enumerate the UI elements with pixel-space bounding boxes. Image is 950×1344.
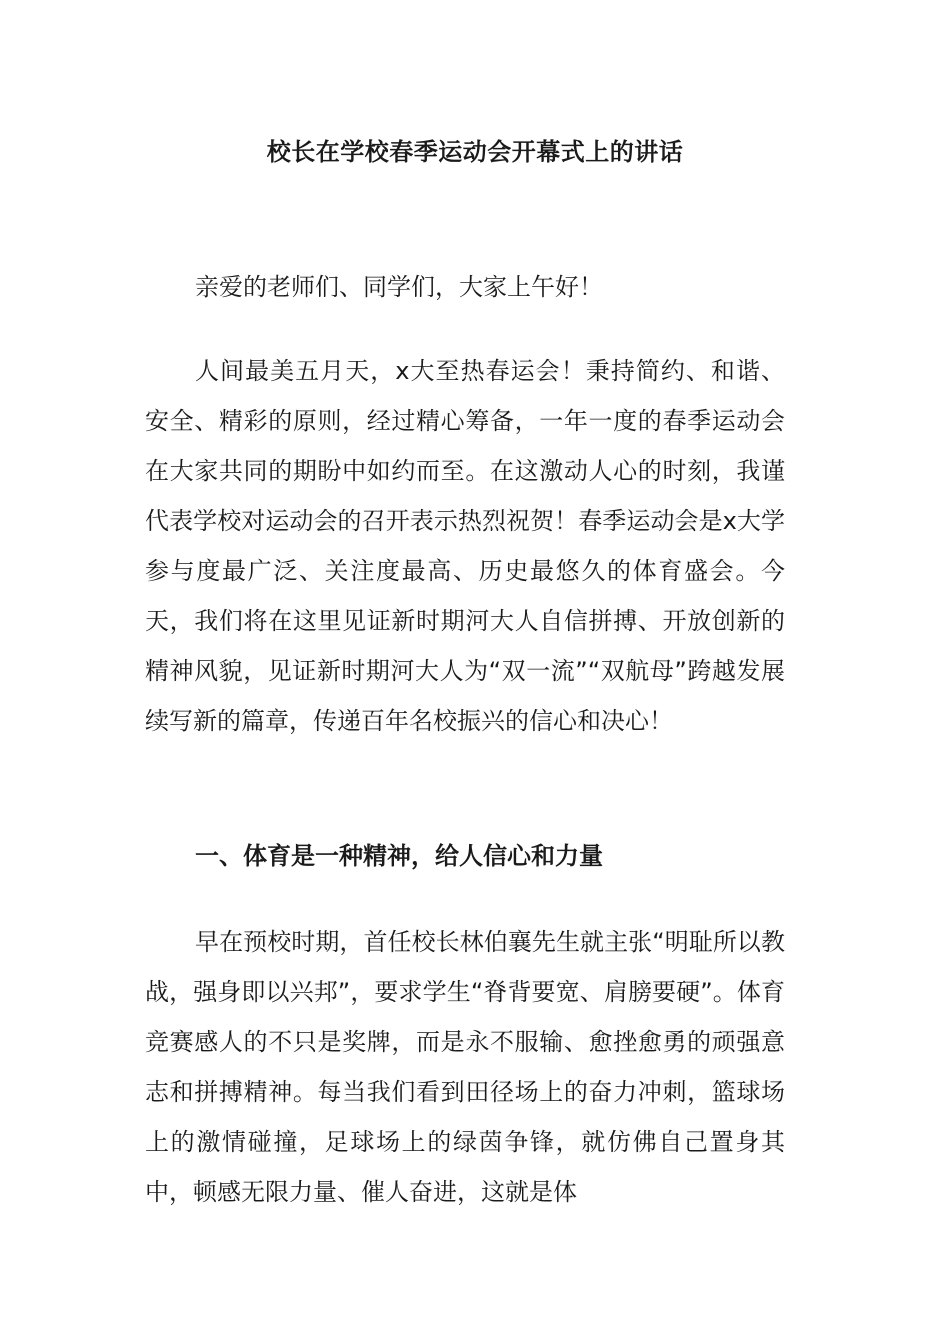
document-title: 校长在学校春季运动会开幕式上的讲话: [266, 138, 684, 166]
opening-paragraph: 人间最美五月天，x大至热春运会！秉持简约、和谐、安全、精彩的原则，经过精心筹备，一年一度的春季运动会在大家共同的期盼中如约而至。在这激动人心的时刻，我谨代表学校对运动会的召开表示热烈祝贺！春季运动会是x大学参与度最广泛、关注度最高、历史最悠久的体育盛会。今天，我们将在这里见证新时期河大人自信拼搏、开放创新的精神风貌，见证新时期河大人为“双一流”“双航母”跨越发展续写新的篇章，传递百年名校振兴的信心和决心！: [145, 357, 785, 735]
section-heading-1: 一、体育是一种精神，给人信心和力量: [195, 842, 603, 870]
greeting-paragraph: 亲爱的老师们、同学们，大家上午好！: [195, 273, 603, 301]
section-1-paragraph: 早在预校时期，首任校长林伯襄先生就主张“明耻所以教战，强身即以兴邦”，要求学生“脊背要宽、肩膀要硬”。体育竞赛感人的不只是奖牌，而是永不服输、愈挫愈勇的顽强意志和拼搏精神。每当我们看到田径场上的奋力冲刺，篮球场上的激情碰撞，足球场上的绿茵争锋，就仿佛自己置身其中，顿感无限力量、催人奋进，这就是体: [145, 928, 785, 1206]
